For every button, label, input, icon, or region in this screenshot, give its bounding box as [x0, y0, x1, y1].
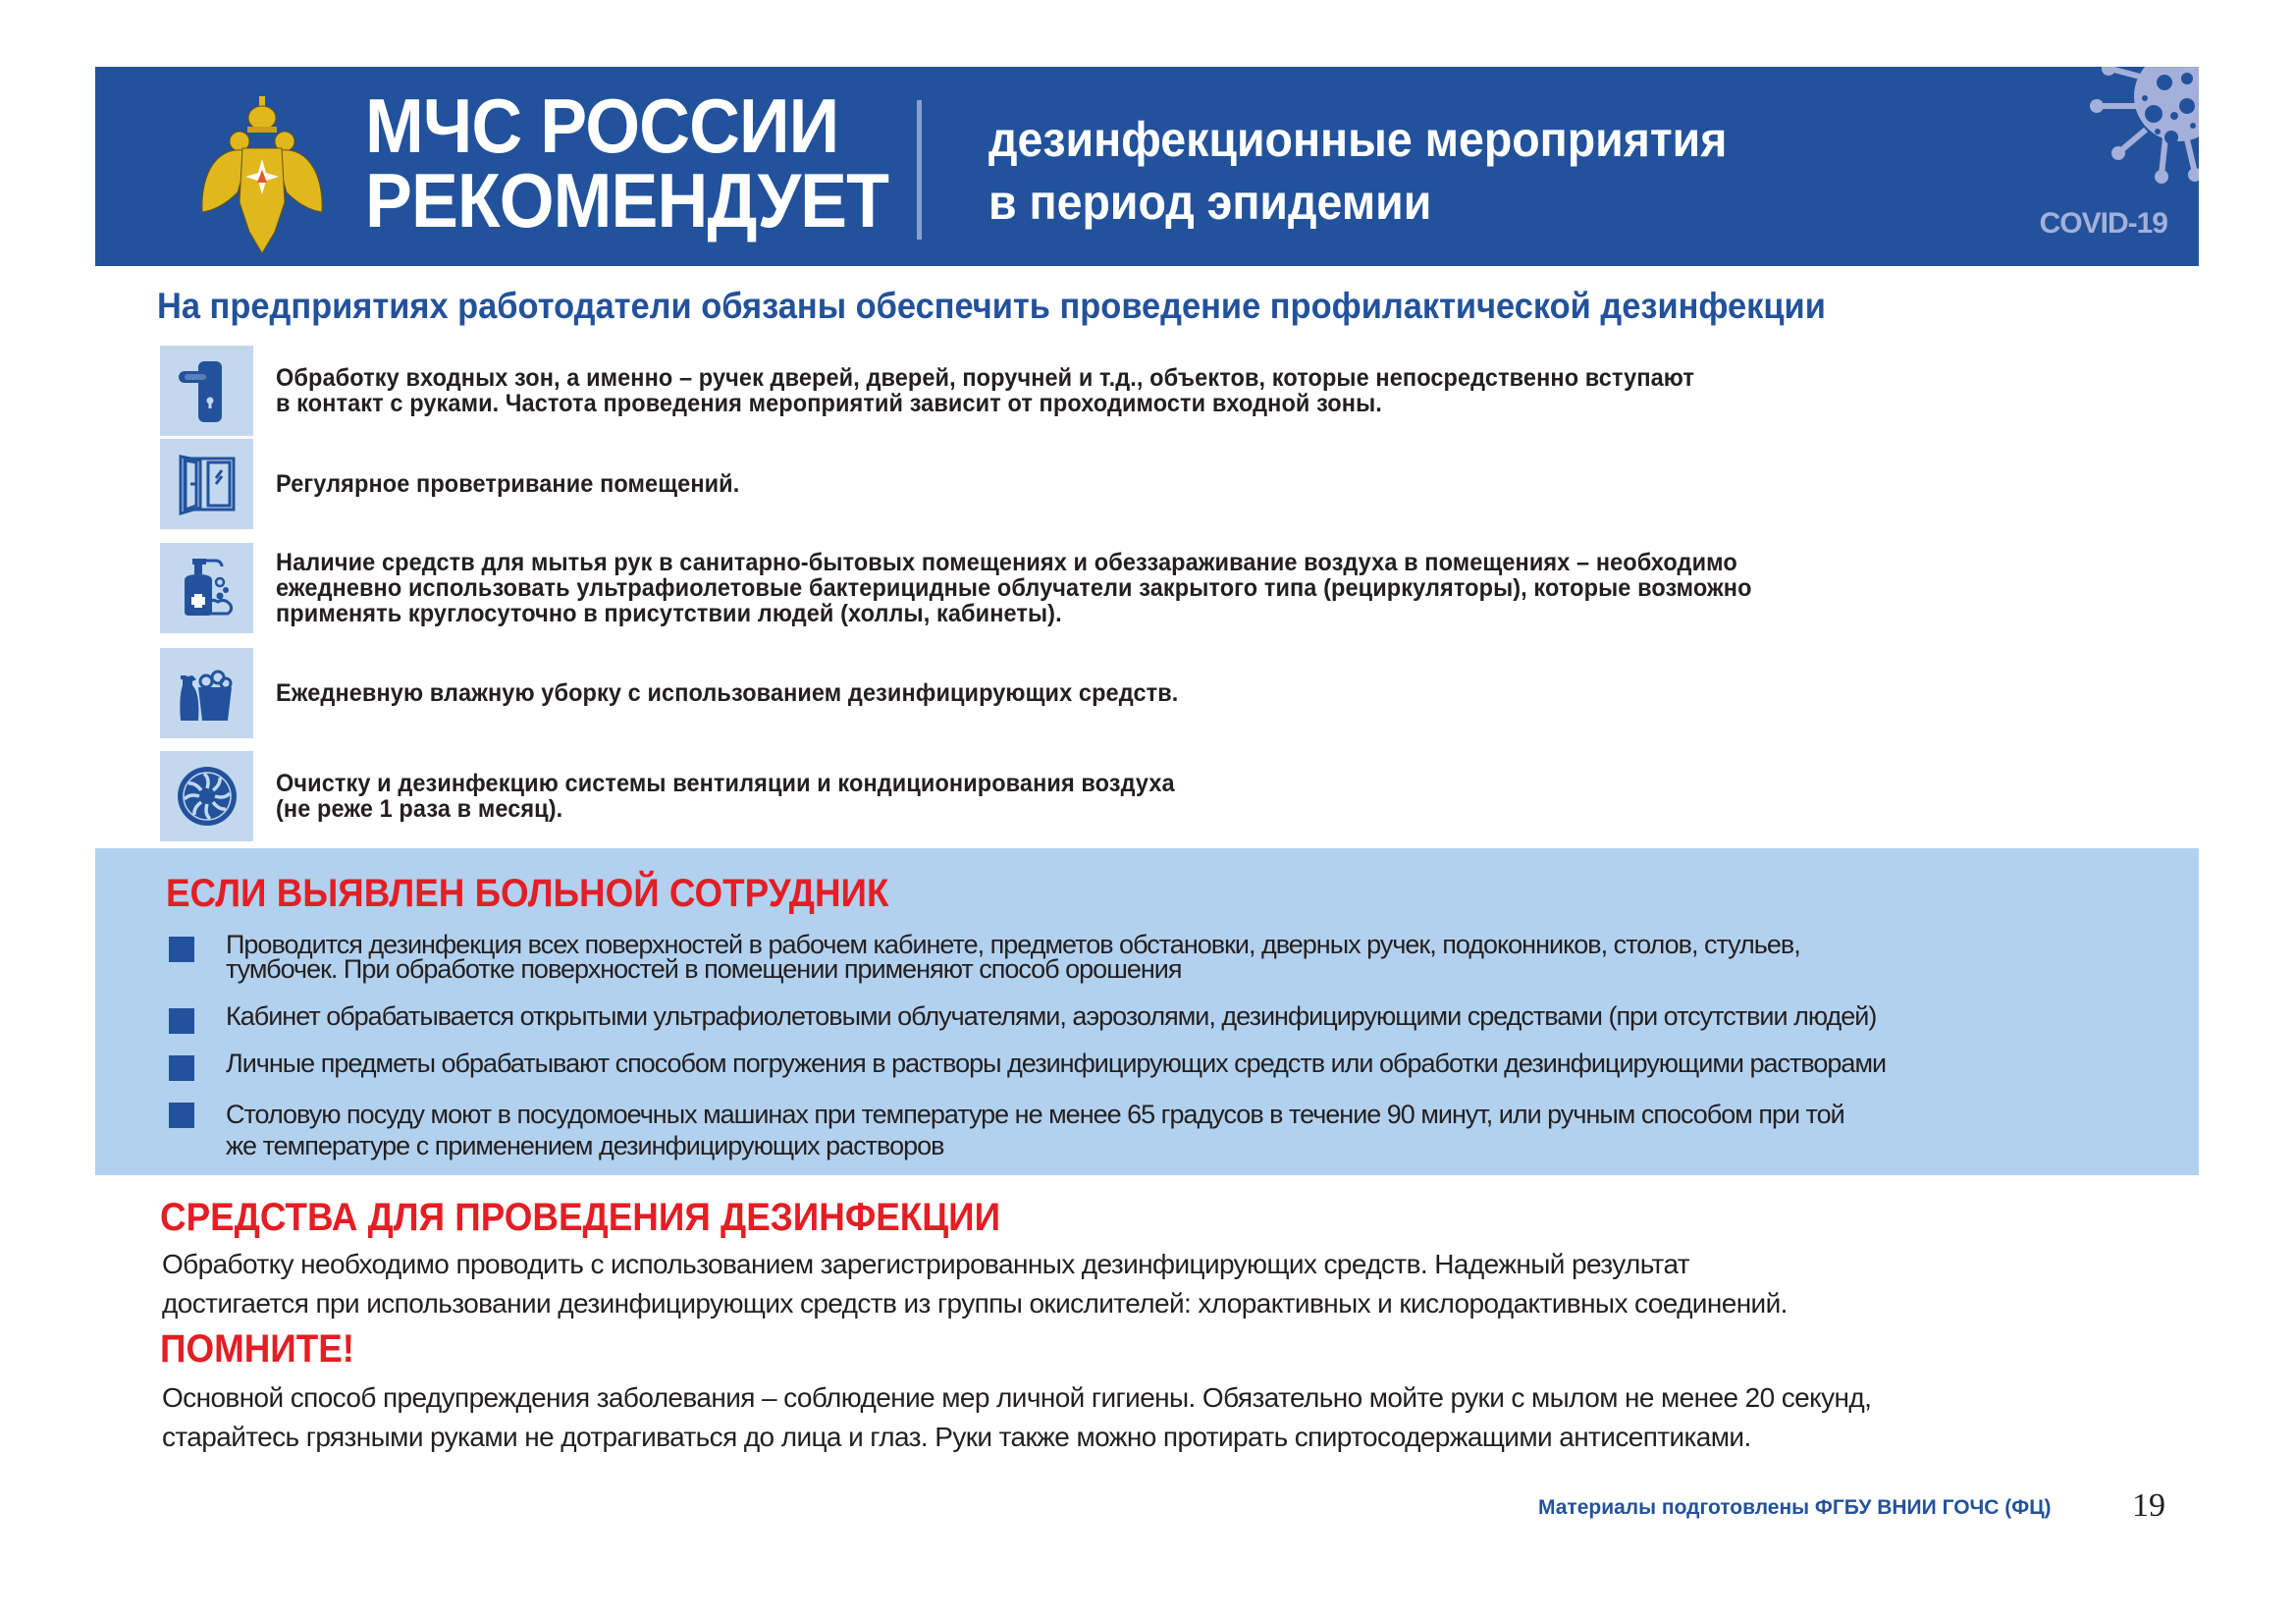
- sick-employee-list: [169, 930, 2191, 1184]
- org-title-line2: РЕКОМЕНДУЕТ: [365, 157, 889, 243]
- page-number: 19: [2132, 1487, 2165, 1524]
- means-line: Обработку необходимо проводить с использованием зарегистрированных дезинфицирующих средств. Надежный результат: [162, 1249, 1690, 1279]
- sick-item-line: тумбочек. При обработке поверхностей в помещении применяют способ орошения: [226, 954, 1182, 984]
- soap-dispenser-icon: [160, 543, 253, 633]
- header-banner: [95, 67, 2199, 266]
- coronavirus-icon: [2071, 67, 2199, 189]
- duty-text: [276, 439, 2141, 529]
- duty-item: [160, 751, 2123, 841]
- square-bullet-icon: [169, 937, 194, 962]
- sick-item-line: Проводится дезинфекция всех поверхностей в рабочем кабинете, предметов обстановки, дверных ручек, подоконников, столов, стульев,: [226, 930, 1800, 959]
- ventilation-fan-icon: [160, 751, 253, 841]
- open-window-icon: [160, 439, 253, 529]
- sick-employee-item: [169, 1001, 2191, 1031]
- duty-text: [276, 346, 2141, 436]
- footer-credit: Материалы подготовлены ФГБУ ВНИИ ГОЧС (ФЦ): [1538, 1496, 2052, 1519]
- header-subtitle: [988, 108, 1727, 234]
- subtitle-line2: в период эпидемии: [988, 175, 1432, 230]
- remember-text: [162, 1378, 2184, 1457]
- remember-line: старайтесь грязными руками не дотрагиваться до лица и глаз. Руки также можно протирать спиртосодержащими антисептиками.: [162, 1422, 1751, 1452]
- duty-item: [160, 648, 2123, 738]
- header-divider: [917, 100, 922, 240]
- subtitle-line1: дезинфекционные мероприятия: [988, 112, 1728, 167]
- duty-text-line: Регулярное проветривание помещений.: [276, 470, 740, 498]
- duty-text-line: (не реже 1 раза в месяц).: [276, 795, 563, 823]
- sick-item-line: Кабинет обрабатывается открытыми ультрафиолетовыми облучателями, аэрозолями, дезинфицирующими средствами (при отсутствии людей): [226, 1001, 1877, 1031]
- cleaning-supplies-icon: [160, 648, 253, 738]
- sick-item-line: Столовую посуду моют в посудомоечных машинах при температуре не менее 65 градусов в течение 90 минут, или ручным способом при той: [226, 1100, 1844, 1129]
- door-handle-icon: [160, 346, 253, 436]
- duty-text-line: Ежедневную влажную уборку с использованием дезинфицирующих средств.: [276, 679, 1179, 707]
- sick-employee-item: [169, 930, 2191, 984]
- square-bullet-icon: [169, 1055, 194, 1081]
- org-title-line1: МЧС РОССИИ: [365, 82, 839, 169]
- duty-text-line: ежедневно использовать ультрафиолетовые бактерицидные облучатели закрытого типа (рециркуляторы), которые возможно: [276, 574, 1752, 602]
- duty-item: [160, 346, 2123, 436]
- sick-item-line: Личные предметы обрабатывают способом погружения в растворы дезинфицирующих средств или обработки дезинфицирующими растворами: [226, 1049, 1887, 1078]
- duty-text-line: в контакт с руками. Частота проведения мероприятий зависит от проходимости входной зоны.: [276, 390, 1382, 417]
- duty-item: [160, 439, 2123, 529]
- disinfection-means-title: СРЕДСТВА ДЛЯ ПРОВЕДЕНИЯ ДЕЗИНФЕКЦИИ: [160, 1196, 1001, 1239]
- sick-employee-item: [169, 1051, 2191, 1076]
- disinfection-means-text: [162, 1245, 2184, 1323]
- emercom-emblem-icon: [198, 94, 326, 256]
- duty-text-line: Наличие средств для мытья рук в санитарно-бытовых помещениях и обеззараживание воздуха в помещениях – необходимо: [276, 549, 1737, 576]
- square-bullet-icon: [169, 1103, 194, 1128]
- sick-employee-title: ЕСЛИ ВЫЯВЛЕН БОЛЬНОЙ СОТРУДНИК: [166, 872, 889, 915]
- duty-text: [276, 648, 2141, 738]
- duty-text: [276, 751, 2141, 841]
- duty-item: [160, 543, 2123, 633]
- sick-item-line: же температуре с применением дезинфицирующих растворов: [226, 1131, 944, 1160]
- employer-duties-title: На предприятиях работодатели обязаны обеспечить проведение профилактической дезинфекции: [157, 286, 1826, 326]
- duty-text-line: применять круглосуточно в присутствии людей (холлы, кабинеты).: [276, 600, 1062, 627]
- square-bullet-icon: [169, 1008, 194, 1034]
- covid-19-badge: COVID-19: [2039, 207, 2167, 240]
- remember-line: Основной способ предупреждения заболевания – соблюдение мер личной гигиены. Обязательно мойте руки с мылом не менее 20 секунд,: [162, 1382, 1872, 1413]
- duty-text: [276, 543, 2141, 633]
- sick-employee-item: [169, 1099, 2191, 1161]
- means-line: достигается при использовании дезинфицирующих средств из группы окислителей: хлорактивных и кислородактивных соединений.: [162, 1288, 1788, 1319]
- duty-text-line: Очистку и дезинфекцию системы вентиляции и кондиционирования воздуха: [276, 770, 1175, 797]
- org-title: [365, 82, 889, 243]
- remember-title: ПОМНИТЕ!: [160, 1327, 355, 1371]
- sick-employee-section: [95, 848, 2199, 1175]
- duty-text-line: Обработку входных зон, а именно – ручек дверей, дверей, поручней и т.д., объектов, которые непосредственно вступают: [276, 364, 1695, 392]
